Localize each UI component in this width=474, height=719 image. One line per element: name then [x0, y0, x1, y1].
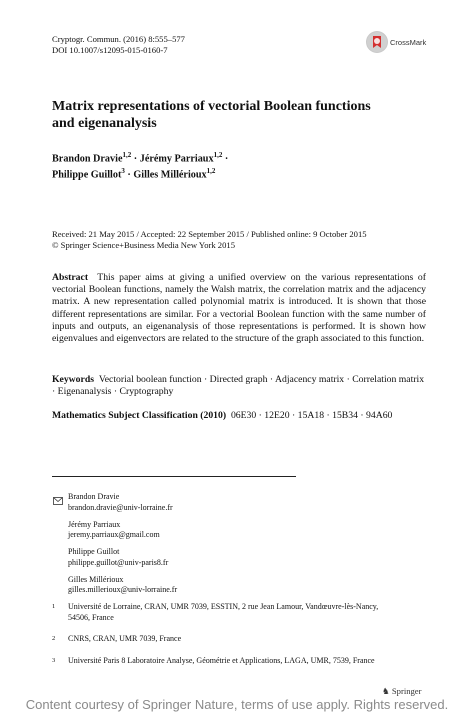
affiliation-3	[52, 656, 426, 668]
crossmark-badge[interactable]	[366, 31, 436, 55]
author-affil-sup: 1,2	[122, 151, 132, 159]
contact-entry	[68, 575, 177, 596]
msc-label: Mathematics Subject Classification (2010)	[52, 410, 227, 421]
history-dates: Received: 21 May 2015 / Accepted: 22 September 2015 / Published online: 9 October 2015	[52, 229, 367, 239]
author-name: Brandon Dravie	[52, 153, 123, 165]
contact-entry	[68, 547, 177, 568]
affiliation-2	[52, 634, 426, 646]
affiliation-text: 54506, France	[68, 612, 114, 622]
abstract-label: Abstract	[52, 272, 89, 283]
msc-classification	[52, 410, 426, 422]
affiliation-text: Université de Lorraine, CRAN, UMR 7039, ESSTIN, 2 rue Jean Lamour, Vandœuvre-lès-Nancy,	[68, 602, 379, 611]
courtesy-watermark: Content courtesy of Springer Nature, terms of use apply. Rights reserved.	[25, 697, 449, 712]
author-sep: ·	[131, 153, 140, 165]
corresponding-contacts	[68, 492, 177, 602]
author-affil-sup: 1,2	[206, 167, 216, 176]
footnote-divider	[52, 476, 296, 477]
msc-codes: 06E30 · 12E20 · 15A18 · 15B34 · 94A60	[230, 410, 393, 421]
envelope-icon	[53, 492, 63, 500]
title-line-2: and eigenanalysis	[52, 116, 157, 131]
authors-line-2	[52, 165, 412, 181]
title-line-1: Matrix representations of vectorial Boolean functions	[52, 99, 371, 114]
author-name: Philippe Guillot	[52, 169, 122, 181]
affiliation-number: 1	[52, 603, 56, 610]
contact-name: Jérémy Parriaux	[68, 519, 121, 529]
affiliation-text: CNRS, CRAN, UMR 7039, France	[68, 634, 182, 643]
springer-horse-icon: ♞	[382, 686, 390, 696]
abstract-text: This paper aims at giving a unified overview on the various representations of vectorial Boolean functions, namely the Walsh matrix, the correlation matrix and the adjacency matrix. A new representation called polynomial matrix is introduced. It is shown that those different representations are similar. For a vectorial Boolean function with the same number of inputs and outputs, an eigenanalysis of those representations is performed. It is shown how eigenvalues and eigenvectors are related to the structure of the graph associated to this function.	[52, 272, 426, 345]
publication-dates	[52, 229, 422, 251]
journal-info	[52, 34, 185, 55]
contact-email[interactable]: gilles.millerioux@univ-lorraine.fr	[68, 585, 178, 594]
springer-label: Springer	[391, 686, 422, 696]
contact-email[interactable]: brandon.dravie@univ-lorraine.fr	[68, 502, 173, 512]
affiliation-number: 3	[52, 657, 56, 664]
contact-email[interactable]: jeremy.parriaux@gmail.com	[68, 530, 160, 539]
contact-email[interactable]: philippe.guillot@univ-paris8.fr	[68, 557, 169, 567]
author-sep: ·	[124, 169, 134, 181]
copyright: © Springer Science+Business Media New York 2015	[52, 240, 235, 250]
keywords-label: Keywords	[52, 374, 94, 385]
contact-name: Gilles Millérioux	[68, 574, 124, 584]
doi: DOI 10.1007/s12095-015-0160-7	[52, 44, 168, 55]
author-name: Gilles Millérioux	[133, 169, 207, 181]
springer-logo	[382, 686, 421, 697]
keywords	[52, 374, 426, 398]
crossmark-icon	[366, 31, 388, 53]
contact-entry	[68, 492, 177, 513]
affiliation-number: 2	[52, 635, 56, 642]
affiliation-text: Université Paris 8 Laboratoire Analyse, Géométrie et Applications, LAGA, UMR, 7539, France	[68, 656, 375, 665]
keywords-text: Vectorial boolean function · Directed graph · Adjacency matrix · Correlation matrix · Eigenanalysis · Cryptography	[52, 374, 425, 398]
affiliation-1	[52, 602, 426, 626]
contact-name: Philippe Guillot	[68, 547, 120, 556]
author-affil-sup: 3	[121, 167, 125, 176]
author-list	[52, 149, 412, 182]
abstract	[52, 272, 426, 345]
journal-citation: Cryptogr. Commun. (2016) 8:555–577	[52, 34, 185, 44]
crossmark-label: CrossMark	[390, 38, 427, 47]
contact-entry	[68, 520, 177, 541]
contact-name: Brandon Dravie	[68, 492, 120, 501]
author-affil-sup: 1,2	[213, 151, 223, 159]
author-name: Jérémy Parriaux	[139, 153, 214, 165]
author-sep: ·	[222, 153, 229, 165]
authors-line-1	[52, 149, 412, 165]
paper-title	[52, 98, 412, 132]
